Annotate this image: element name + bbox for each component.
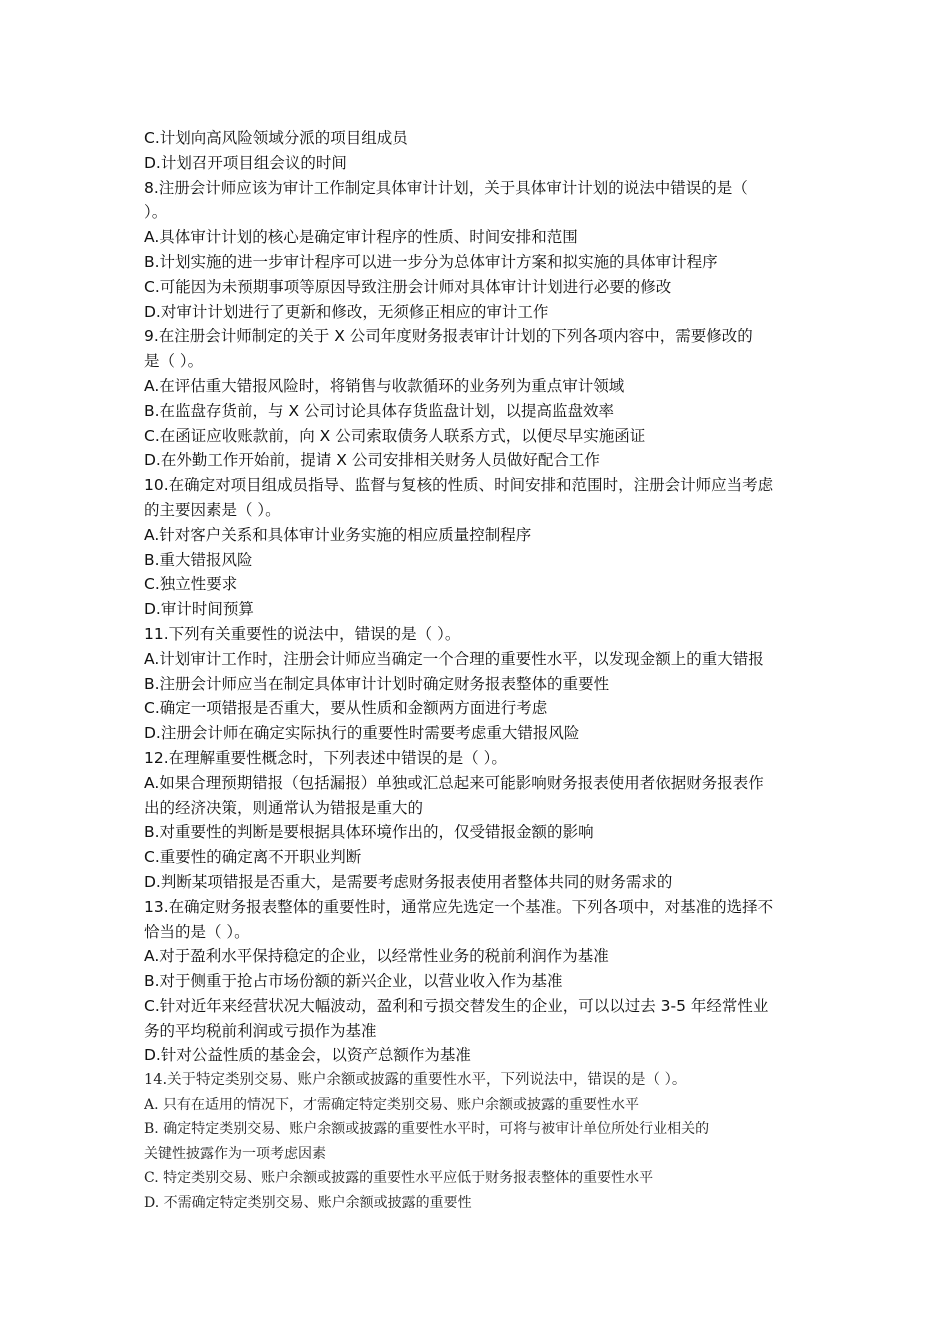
- question-10: 10.在确定对项目组成员指导、监督与复核的性质、时间安排和范围时，注册会计师应当考虑: [144, 476, 774, 495]
- option-b: B.重大错报风险: [144, 550, 253, 569]
- option-b: B.注册会计师应当在制定具体审计计划时确定财务报表整体的重要性: [144, 674, 610, 693]
- option-a: A.针对客户关系和具体审计业务实施的相应质量控制程序: [144, 525, 532, 544]
- option-c: C.独立性要求: [144, 575, 238, 594]
- option-b: B. 确定特定类别交易、账户余额或披露的重要性水平时，可将与被审计单位所处行业相关的: [144, 1121, 710, 1138]
- option-d: D.判断某项错报是否重大，是需要考虑财务报表使用者整体共同的财务需求的: [144, 872, 673, 891]
- question-9: 9.在注册会计师制定的关于 X 公司年度财务报表审计计划的下列各项内容中，需要修改的: [144, 327, 753, 346]
- text-line: D.计划召开项目组会议的时间: [144, 153, 347, 172]
- option-d: D.在外勤工作开始前，提请 X 公司安排相关财务人员做好配合工作: [144, 451, 600, 470]
- option-d: D.注册会计师在确定实际执行的重要性时需要考虑重大错报风险: [144, 724, 580, 743]
- option-c: C.针对近年来经营状况大幅波动，盈利和亏损交替发生的企业，可以以过去 3-5 年经常性业: [144, 996, 769, 1015]
- question-13-cont: 恰当的是（ ）。: [144, 922, 250, 941]
- option-a: A.在评估重大错报风险时，将销售与收款循环的业务列为重点审计领域: [144, 376, 625, 395]
- exam-content: [144, 126, 812, 1215]
- option-a: A.如果合理预期错报（包括漏报）单独或汇总起来可能影响财务报表使用者依据财务报表作: [144, 773, 764, 792]
- option-c: C. 特定类别交易、账户余额或披露的重要性水平应低于财务报表整体的重要性水平: [144, 1170, 654, 1187]
- question-8: 8.注册会计师应该为审计工作制定具体审计计划，关于具体审计计划的说法中错误的是（: [144, 178, 748, 197]
- option-a: A.对于盈利水平保持稳定的企业，以经常性业务的税前利润作为基准: [144, 947, 609, 966]
- option-b: B.对于侧重于抢占市场份额的新兴企业，以营业收入作为基准: [144, 972, 563, 991]
- option-c: C.可能因为未预期事项等原因导致注册会计师对具体审计计划进行必要的修改: [144, 277, 672, 296]
- option-d: D.审计时间预算: [144, 600, 254, 619]
- question-10-cont: 的主要因素是（ ）。: [144, 500, 281, 519]
- option-b: B.对重要性的判断是要根据具体环境作出的，仅受错报金额的影响: [144, 823, 594, 842]
- question-9-cont: 是（ ）。: [144, 352, 204, 371]
- question-8-cont: ）。: [144, 203, 168, 222]
- option-c: C.重要性的确定离不开职业判断: [144, 848, 362, 867]
- option-b: B.计划实施的进一步审计程序可以进一步分为总体审计方案和拟实施的具体审计程序: [144, 252, 718, 271]
- option-d: D.对审计计划进行了更新和修改，无须修正相应的审计工作: [144, 302, 549, 321]
- question-11: 11.下列有关重要性的说法中，错误的是（ ）。: [144, 624, 461, 643]
- option-a: A.具体审计计划的核心是确定审计程序的性质、时间安排和范围: [144, 228, 578, 247]
- option-d: D. 不需确定特定类别交易、账户余额或披露的重要性: [144, 1194, 472, 1211]
- question-14: 14.关于特定类别交易、账户余额或披露的重要性水平，下列说法中，错误的是（ ）。: [144, 1072, 687, 1089]
- option-a: A.计划审计工作时，注册会计师应当确定一个合理的重要性水平，以发现金额上的重大错报: [144, 649, 764, 668]
- question-13: 13.在确定财务报表整体的重要性时，通常应先选定一个基准。下列各项中，对基准的选择不: [144, 897, 774, 916]
- option-a: A. 只有在适用的情况下，才需确定特定类别交易、账户余额或披露的重要性水平: [144, 1096, 640, 1113]
- option-b-cont: 关键性披露作为一项考虑因素: [144, 1145, 326, 1162]
- option-a-cont: 出的经济决策，则通常认为错报是重大的: [144, 798, 424, 817]
- option-c-cont: 务的平均税前利润或亏损作为基准: [144, 1021, 377, 1040]
- option-d: D.针对公益性质的基金会，以资产总额作为基准: [144, 1046, 471, 1065]
- option-c: C.在函证应收账款前，向 X 公司索取债务人联系方式，以便尽早实施函证: [144, 426, 646, 445]
- option-c: C.确定一项错报是否重大，要从性质和金额两方面进行考虑: [144, 699, 548, 718]
- option-b: B.在监盘存货前，与 X 公司讨论具体存货监盘计划，以提高监盘效率: [144, 401, 615, 420]
- question-12: 12.在理解重要性概念时，下列表述中错误的是（ ）。: [144, 748, 507, 767]
- text-line: C.计划向高风险领域分派的项目组成员: [144, 129, 408, 147]
